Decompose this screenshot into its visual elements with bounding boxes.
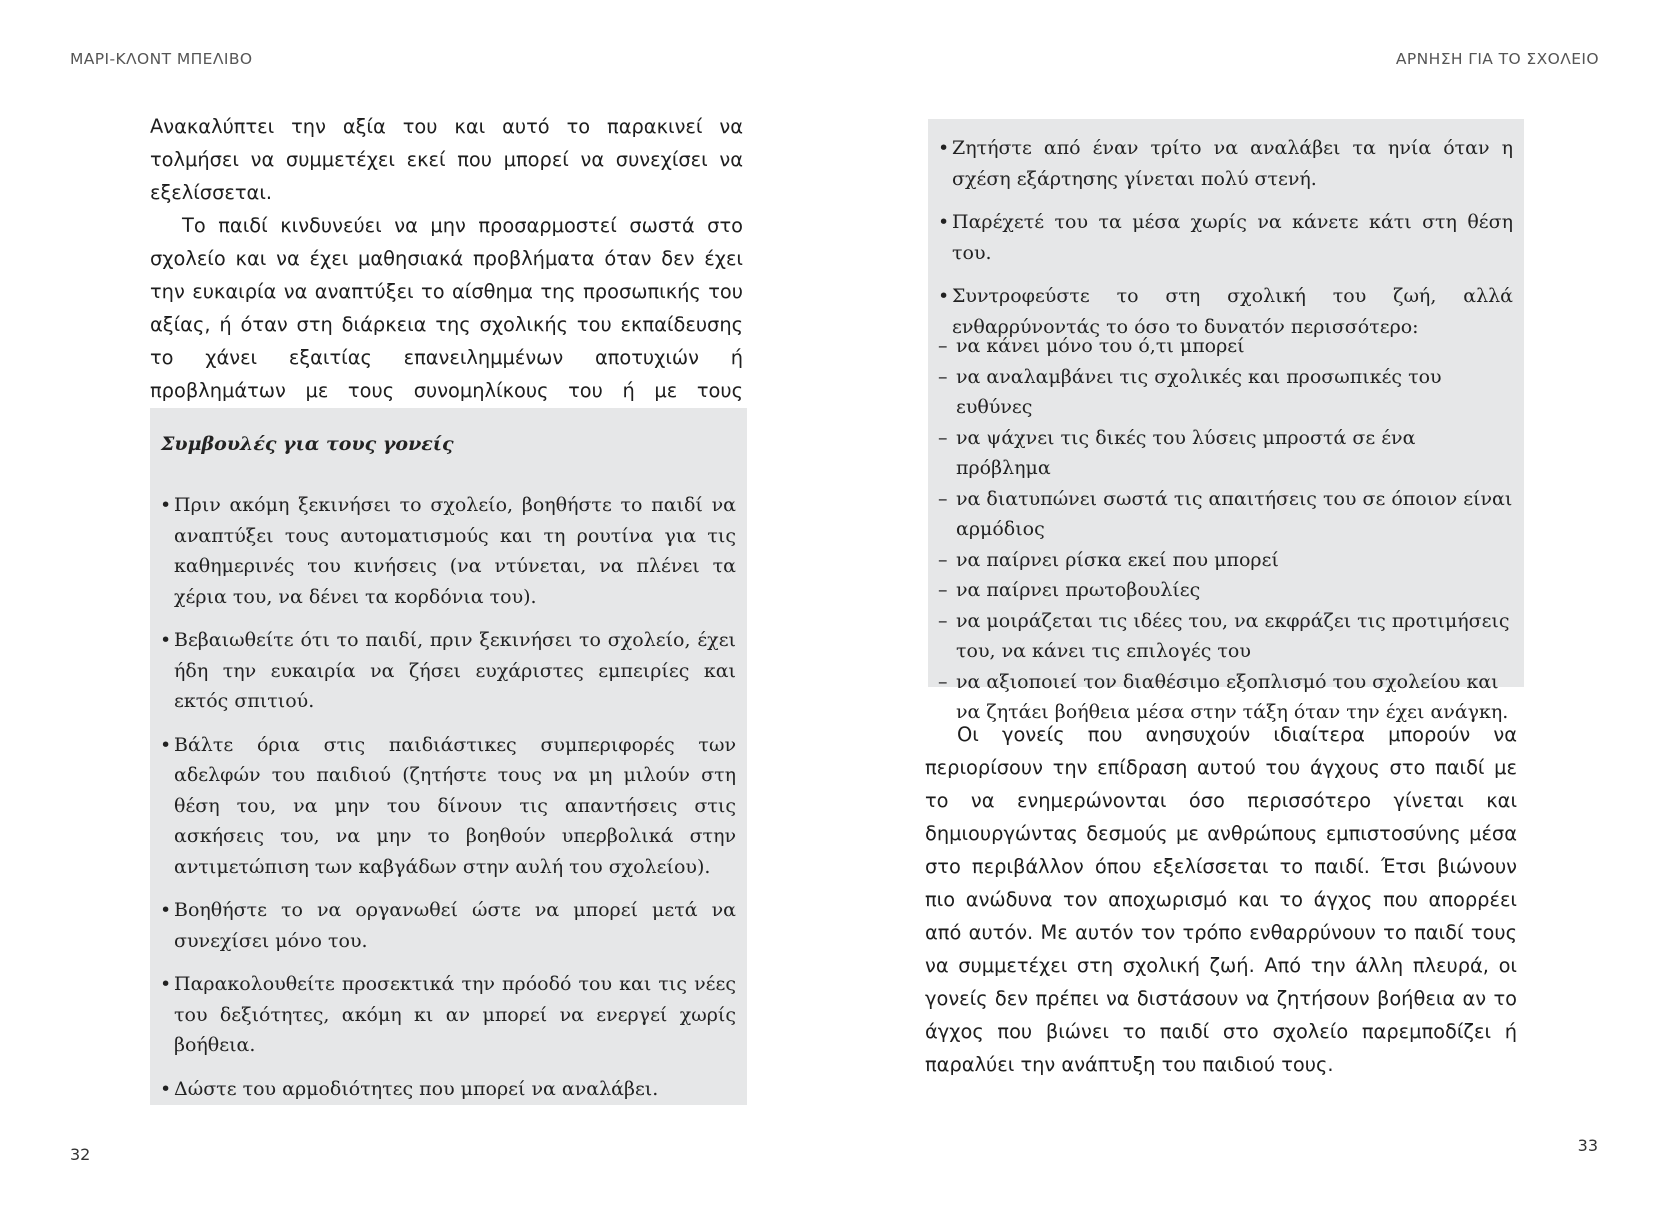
list-item (938, 331, 1513, 362)
bullet-icon: • (160, 973, 172, 995)
dash-icon: – (938, 487, 948, 510)
running-head-author: ΜΑΡΙ-ΚΛΟΝΤ ΜΠΕΛΙΒΟ (70, 50, 253, 68)
list-item-text: Παρακολουθείτε προσεκτικά την πρόοδό του και τις νέες του δεξιότητες, ακόμη κι αν μπορεί να ενεργεί χωρίς βοήθεια. (174, 973, 736, 1056)
parent-tips-box-continued (928, 119, 1524, 723)
list-item (160, 730, 736, 883)
list-item-text: Πριν ακόμη ξεκινήσει το σχολείο, βοηθήστε το παιδί να αναπτύξει τους αυτοματισμούς και τη ρουτίνα για τις καθημερινές του κινήσεις (να ντύνεται, να πλένει τα χέρια του, να δένει τα κορδόνια του). (174, 494, 736, 608)
list-item-text: Βάλτε όρια στις παιδιάστικες συμπεριφορές των αδελφών του παιδιού (ζητήστε τους να μη μιλούν στη θέση του, να μην του δίνουν τις απαντήσεις στις ασκήσεις του, να μην το βοηθούν υπερβολικά στην αντιμετώπιση των καβγάδων στην αυλή του σχολείου). (174, 733, 736, 878)
list-item (938, 484, 1513, 545)
bullet-icon: • (938, 285, 950, 307)
list-item (160, 969, 736, 1061)
list-item (938, 207, 1513, 268)
page-number: 33 (1577, 1136, 1598, 1155)
right-page (827, 0, 1654, 1211)
list-item-text: να παίρνει πρωτοβουλίες (956, 579, 1201, 601)
list-item-text: Παρέχετέ του τα μέσα χωρίς να κάνετε κάτι στη θέση του. (952, 211, 1513, 264)
tips-list (938, 133, 1513, 355)
dash-icon: – (938, 670, 948, 693)
bullet-icon: • (160, 1077, 172, 1100)
list-item-text: να παίρνει ρίσκα εκεί που μπορεί (956, 548, 1279, 571)
tips-box-title: Συμβουλές για τους γονείς (161, 433, 454, 455)
list-item-text: να ψάχνει τις δικές του λύσεις μπροστά σε ένα πρόβλημα (956, 426, 1416, 479)
sub-tips-list (938, 331, 1513, 728)
list-item-text: να κάνει μόνο του ό,τι μπορεί (956, 335, 1245, 357)
list-item (938, 362, 1513, 423)
bullet-icon: • (160, 494, 172, 516)
body-text-right (925, 718, 1517, 1081)
list-item-text: να αξιοποιεί τον διαθέσιμο εξοπλισμό του σχολείου και να ζητάει βοήθεια μέσα στην τάξη όταν την έχει ανάγκη. (956, 670, 1509, 723)
bullet-icon: • (160, 629, 172, 651)
bullet-icon: • (160, 899, 172, 921)
running-head-title: ΑΡΝΗΣΗ ΓΙΑ ΤΟ ΣΧΟΛΕΙΟ (1395, 50, 1599, 68)
list-item-text: Ζητήστε από έναν τρίτο να αναλάβει τα ηνία όταν η σχέση εξάρτησης γίνεται πολύ στενή. (952, 137, 1513, 190)
bullet-icon: • (160, 733, 172, 756)
list-item (160, 625, 736, 717)
list-item (938, 606, 1513, 667)
dash-icon: – (938, 548, 948, 571)
bullet-icon: • (938, 137, 950, 159)
list-item-text: Δώστε του αρμοδιότητες που μπορεί να αναλάβει. (174, 1077, 659, 1100)
paragraph: Το παιδί κινδυνεύει να μην προσαρμοστεί σωστά στο σχολείο και να έχει μαθησιακά προβλήματα όταν δεν έχει την ευκαιρία να αναπτύξει το αίσθημα της προσωπικής του αξίας, ή όταν στη διάρκεια της σχολικής του εκπαίδευσης το χάνει εξαιτίας επανειλημμένων αποτυχιών ή προβλημάτων με τους συνομηλίκους του ή με τους (150, 214, 743, 402)
list-item (160, 895, 736, 956)
page-number: 32 (70, 1145, 91, 1164)
paragraph: Ανακαλύπτει την αξία του και αυτό το παρακινεί να τολμήσει να συμμετέχει εκεί που μπορεί να συνεχίσει να εξελίσσεται. (150, 115, 743, 204)
list-item (938, 545, 1513, 576)
tips-list (160, 490, 736, 1117)
dash-icon: – (938, 579, 948, 601)
list-item (938, 133, 1513, 194)
list-item (160, 1074, 736, 1105)
list-item-text: να αναλαμβάνει τις σχολικές και προσωπικές του ευθύνες (956, 365, 1442, 418)
list-item (938, 575, 1513, 606)
list-item-text: Βεβαιωθείτε ότι το παιδί, πριν ξεκινήσει το σχολείο, έχει ήδη την ευκαιρία να ζήσει ευχάριστες εμπειρίες και εκτός σπιτιού. (174, 629, 736, 712)
list-item (160, 490, 736, 612)
dash-icon: – (938, 365, 948, 388)
list-item (938, 423, 1513, 484)
list-item-text: Βοηθήστε το να οργανωθεί ώστε να μπορεί μετά να συνεχίσει μόνο του. (174, 899, 736, 952)
bullet-icon: • (938, 211, 950, 233)
list-item-text: να διατυπώνει σωστά τις απαιτήσεις του σε όποιον είναι αρμόδιος (956, 487, 1513, 540)
list-item-text: να μοιράζεται τις ιδέες του, να εκφράζει τις προτιμήσεις του, να κάνει τις επιλογές του (956, 609, 1510, 662)
paragraph: Οι γονείς που ανησυχούν ιδιαίτερα μπορούν να περιορίσουν την επίδραση αυτού του άγχους στο παιδί με το να ενημερώνονται όσο περισσότερο γίνεται και δημιουργώντας δεσμούς με ανθρώπους εμπιστοσύνης μέσα στο περιβάλλον όπου εξελίσσεται το παιδί. Έτσι βιώνουν πιο ανώδυνα τον αποχωρισμό και το άγχος που απορρέει από αυτόν. Με αυτόν τον τρόπο ενθαρρύνουν το παιδί τους να συμμετέχει στη σχολική ζωή. Από την άλλη πλευρά, οι γονείς δεν πρέπει να διστάσουν να ζητήσουν βοήθεια αν το άγχος που βιώνει το παιδί στο σχολείο παρεμποδίζει ή παραλύει την ανάπτυξη του παιδιού τους. (925, 723, 1517, 1076)
list-item-text: Συντροφεύστε το στη σχολική του ζωή, αλλά ενθαρρύνοντάς το όσο το δυνατόν περισσότερο: (952, 285, 1513, 338)
dash-icon: – (938, 335, 948, 357)
body-text-left (150, 110, 743, 440)
parent-tips-box (150, 408, 747, 1105)
dash-icon: – (938, 609, 948, 632)
dash-icon: – (938, 426, 948, 449)
